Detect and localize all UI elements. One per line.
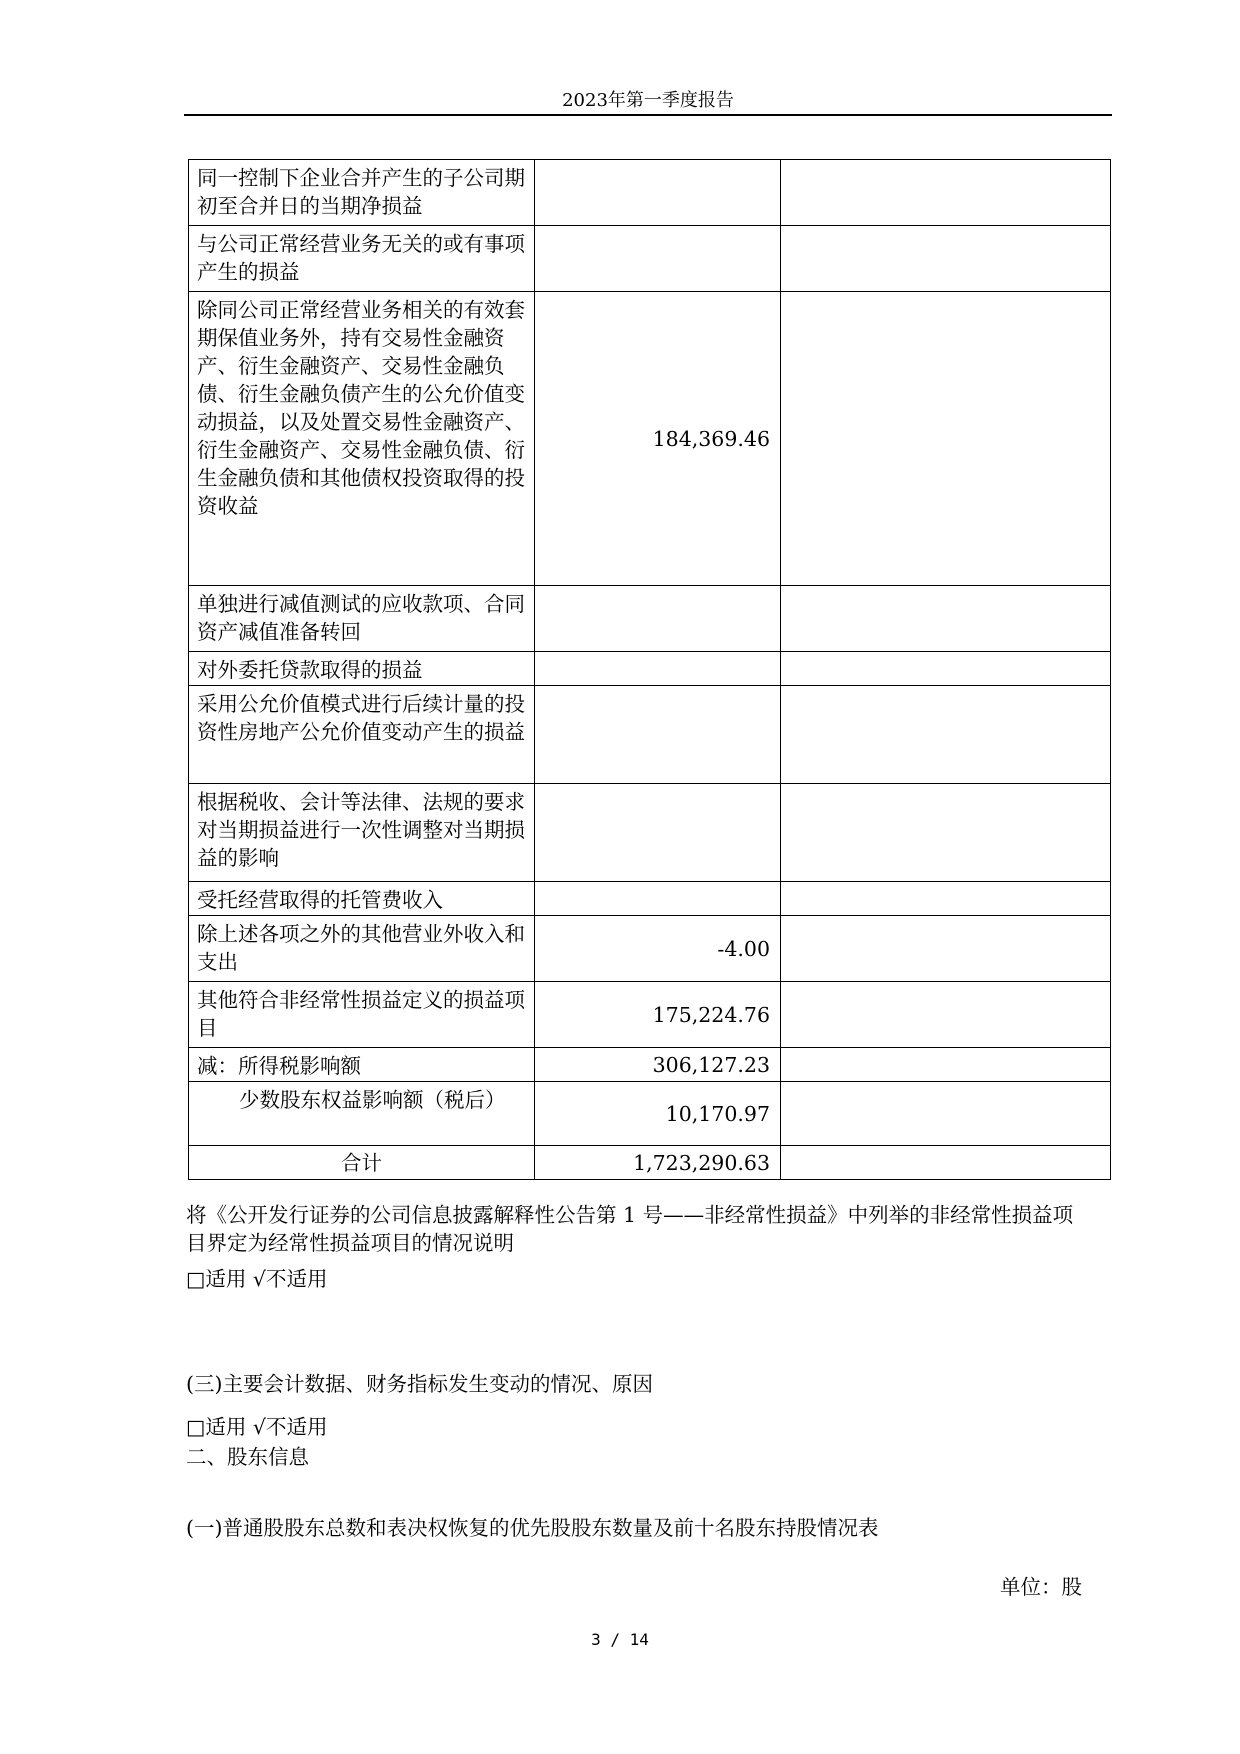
note-cell <box>781 1146 1111 1180</box>
table-row <box>189 916 1111 982</box>
amount-cell: -4.00 <box>535 916 781 982</box>
section-2-heading: 二、股东信息 <box>186 1445 309 1469</box>
table-row <box>189 882 1111 916</box>
header-divider <box>184 114 1112 116</box>
item-name-cell: 除上述各项之外的其他营业外收入和支出 <box>189 916 535 982</box>
amount-cell: 10,170.97 <box>535 1082 781 1146</box>
note-cell <box>781 1048 1111 1082</box>
table-row <box>189 1082 1111 1146</box>
table-row <box>189 982 1111 1048</box>
note-cell <box>781 686 1111 784</box>
item-name-cell: 减：所得税影响额 <box>189 1048 535 1082</box>
table-row <box>189 160 1111 226</box>
page-number: 3 / 14 <box>591 1630 649 1649</box>
item-name-cell: 除同公司正常经营业务相关的有效套期保值业务外，持有交易性金融资产、衍生金融资产、交易性金融负债、衍生金融负债产生的公允价值变动损益，以及处置交易性金融资产、衍生金融资产、交易性金融负债、衍生金融负债和其他债权投资取得的投资收益 <box>189 292 535 586</box>
amount-cell <box>535 882 781 916</box>
item-name-cell: 根据税收、会计等法律、法规的要求对当期损益进行一次性调整对当期损益的影响 <box>189 784 535 882</box>
table-row <box>189 686 1111 784</box>
item-name-cell: 受托经营取得的托管费收入 <box>189 882 535 916</box>
note-cell <box>781 1082 1111 1146</box>
table-row-total <box>189 1146 1111 1180</box>
note-cell <box>781 882 1111 916</box>
subsection-1-heading: (一)普通股股东总数和表决权恢复的优先股股东数量及前十名股东持股情况表 <box>186 1516 879 1540</box>
table-row <box>189 1048 1111 1082</box>
note-cell <box>781 916 1111 982</box>
table-row <box>189 586 1111 652</box>
note-cell <box>781 226 1111 292</box>
amount-cell <box>535 226 781 292</box>
amount-cell <box>535 652 781 686</box>
amount-cell <box>535 784 781 882</box>
item-name-cell: 单独进行减值测试的应收款项、合同资产减值准备转回 <box>189 586 535 652</box>
note-cell <box>781 784 1111 882</box>
amount-cell <box>535 686 781 784</box>
item-name-cell: 对外委托贷款取得的损益 <box>189 652 535 686</box>
note-cell <box>781 160 1111 226</box>
item-name-cell: 其他符合非经常性损益定义的损益项目 <box>189 982 535 1048</box>
table-row <box>189 652 1111 686</box>
amount-cell: 184,369.46 <box>535 292 781 586</box>
total-label-cell: 合计 <box>189 1146 535 1180</box>
table-row <box>189 784 1111 882</box>
item-name-cell: 同一控制下企业合并产生的子公司期初至合并日的当期净损益 <box>189 160 535 226</box>
note-cell <box>781 652 1111 686</box>
note-cell <box>781 982 1111 1048</box>
non-recurring-gains-losses-table <box>188 159 1111 1180</box>
amount-cell: 175,224.76 <box>535 982 781 1048</box>
note-cell <box>781 586 1111 652</box>
report-header-title: 2023年第一季度报告 <box>562 90 734 111</box>
amount-cell <box>535 160 781 226</box>
applicability-note: □适用 √不适用 <box>186 1415 328 1439</box>
applicability-note: □适用 √不适用 <box>186 1267 328 1291</box>
explanation-paragraph: 将《公开发行证券的公司信息披露解释性公告第 1 号——非经常性损益》中列举的非经常性损益项目界定为经常性损益项目的情况说明 <box>186 1203 1074 1255</box>
table-row <box>189 226 1111 292</box>
item-name-cell: 采用公允价值模式进行后续计量的投资性房地产公允价值变动产生的损益 <box>189 686 535 784</box>
amount-cell <box>535 586 781 652</box>
amount-cell: 306,127.23 <box>535 1048 781 1082</box>
item-name-cell: 与公司正常经营业务无关的或有事项产生的损益 <box>189 226 535 292</box>
total-amount-cell: 1,723,290.63 <box>535 1146 781 1180</box>
note-cell <box>781 292 1111 586</box>
item-name-cell: 少数股东权益影响额（税后） <box>189 1082 535 1146</box>
section-3-heading: (三)主要会计数据、财务指标发生变动的情况、原因 <box>186 1372 653 1396</box>
unit-label: 单位：股 <box>1000 1575 1082 1599</box>
table-row <box>189 292 1111 586</box>
